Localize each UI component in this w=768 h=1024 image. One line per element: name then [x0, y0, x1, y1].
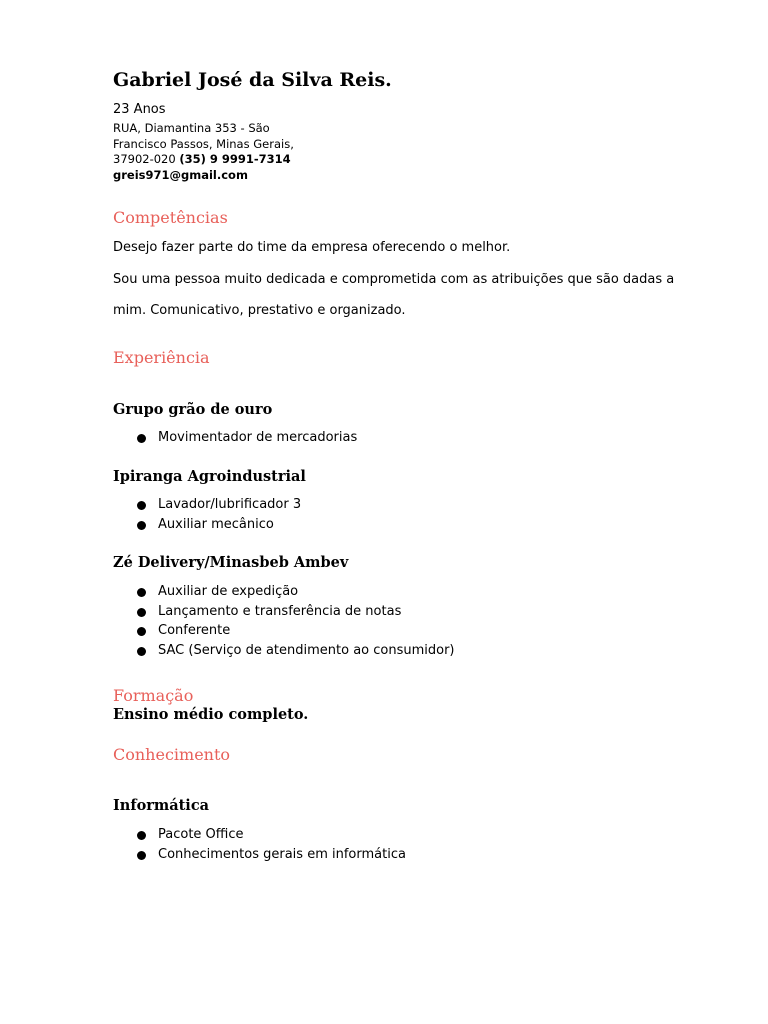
- list-item: Pacote Office: [137, 825, 406, 845]
- job-roles-list: [137, 495, 301, 534]
- job-roles-list: [137, 428, 357, 448]
- company-name: Grupo grão de ouro: [113, 401, 273, 418]
- competencias-paragraph-3: mim. Comunicativo, prestativo e organizado.: [113, 303, 406, 318]
- competencias-paragraph-2: Sou uma pessoa muito dedicada e comprometida com as atribuições que são dadas a: [113, 272, 675, 287]
- section-heading-conhecimento: Conhecimento: [113, 745, 231, 764]
- list-item: SAC (Serviço de atendimento ao consumidor): [137, 641, 455, 661]
- company-name: Zé Delivery/Minasbeb Ambev: [113, 554, 349, 571]
- list-item: Conhecimentos gerais em informática: [137, 845, 406, 865]
- job-roles-list: [137, 582, 455, 661]
- competencias-paragraph-1: Desejo fazer parte do time da empresa oferecendo o melhor.: [113, 240, 511, 255]
- phone-number: (35) 9 9991-7314: [179, 152, 291, 166]
- contact-block: [113, 121, 294, 183]
- candidate-name: Gabriel José da Silva Reis.: [113, 69, 392, 91]
- list-item: Lançamento e transferência de notas: [137, 602, 455, 622]
- candidate-age: 23 Anos: [113, 102, 166, 117]
- address-line-1: RUA, Diamantina 353 - São: [113, 121, 270, 135]
- list-item: Auxiliar de expedição: [137, 582, 455, 602]
- knowledge-subheading: Informática: [113, 797, 210, 814]
- section-heading-experiencia: Experiência: [113, 348, 210, 367]
- knowledge-list: [137, 825, 406, 864]
- postal-phone-line: [113, 152, 294, 168]
- company-name: Ipiranga Agroindustrial: [113, 468, 306, 485]
- education-text: Ensino médio completo.: [113, 706, 309, 723]
- section-heading-competencias: Competências: [113, 208, 228, 227]
- list-item: Auxiliar mecânico: [137, 515, 301, 535]
- list-item: Movimentador de mercadorias: [137, 428, 357, 448]
- list-item: Lavador/lubrificador 3: [137, 495, 301, 515]
- address-line-2: Francisco Passos, Minas Gerais,: [113, 136, 294, 151]
- postal-code: 37902-020: [113, 152, 176, 166]
- section-heading-formacao: Formação: [113, 686, 194, 705]
- email-address: greis971@gmail.com: [113, 167, 248, 182]
- list-item: Conferente: [137, 621, 455, 641]
